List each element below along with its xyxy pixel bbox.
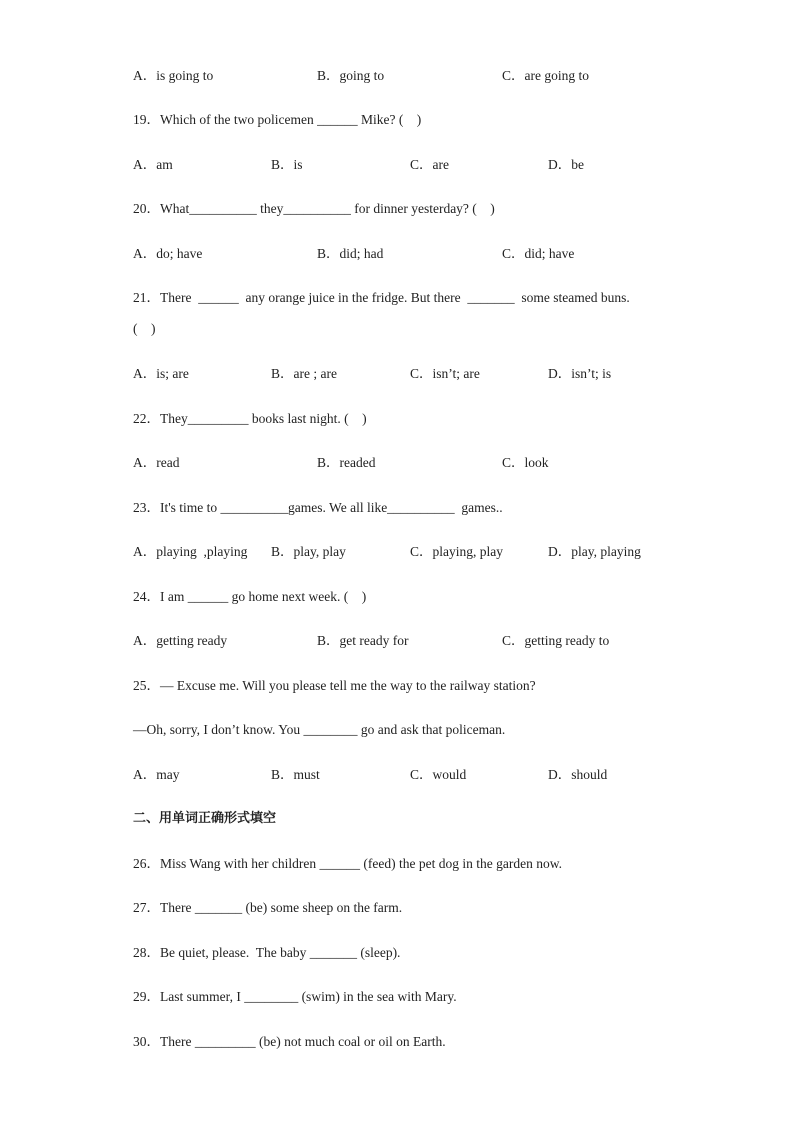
- q27-stem: 27．There _______ (be) some sheep on the farm.: [133, 900, 403, 915]
- q22-option-a: A．read: [133, 455, 180, 470]
- q21-option-c: C．isn’t; are: [410, 366, 480, 381]
- q21-stem-continuation: ( ): [133, 321, 156, 336]
- q25-options: [133, 766, 693, 784]
- q20-options: [133, 245, 693, 263]
- q24-stem: 24．I am ______ go home next week. ( ): [133, 589, 367, 604]
- q21-options: [133, 365, 693, 383]
- q26-stem: 26．Miss Wang with her children ______ (feed) the pet dog in the garden now.: [133, 856, 562, 871]
- q19-option-d: D．be: [548, 157, 584, 172]
- q21-option-b: B．are ; are: [271, 366, 337, 381]
- q30-stem: 30．There _________ (be) not much coal or oil on Earth.: [133, 1034, 446, 1049]
- q21-stem: 21．There ______ any orange juice in the fridge. But there _______ some steamed buns.: [133, 290, 630, 305]
- q24-option-a: A．getting ready: [133, 633, 228, 648]
- q18-option-c: C．are going to: [502, 68, 589, 83]
- q19-option-b: B．is: [271, 157, 303, 172]
- section-heading: 二、用单词正确形式填空: [133, 811, 277, 826]
- q20-option-a: A．do; have: [133, 246, 203, 261]
- q20-option-c: C．did; have: [502, 246, 575, 261]
- q25-option-b: B．must: [271, 767, 320, 782]
- q21-option-a: A．is; are: [133, 366, 189, 381]
- q19-option-c: C．are: [410, 157, 449, 172]
- q24-option-b: B．get ready for: [317, 633, 409, 648]
- q23-option-b: B．play, play: [271, 544, 346, 559]
- q24-options: [133, 632, 693, 650]
- q29-stem: 29．Last summer, I ________ (swim) in the sea with Mary.: [133, 989, 457, 1004]
- q18-option-b: B．going to: [317, 68, 385, 83]
- q22-option-c: C．look: [502, 455, 549, 470]
- q22-stem: 22．They_________ books last night. ( ): [133, 411, 367, 426]
- q23-options: [133, 543, 693, 561]
- q23-option-a: A．playing ,playing: [133, 544, 248, 559]
- q20-option-b: B．did; had: [317, 246, 384, 261]
- q23-option-d: D．play, playing: [548, 544, 641, 559]
- q22-options: [133, 454, 693, 472]
- q19-stem: 19．Which of the two policemen ______ Mike? ( ): [133, 112, 422, 127]
- q24-option-c: C．getting ready to: [502, 633, 610, 648]
- q25-option-c: C．would: [410, 767, 467, 782]
- q21-option-d: D．isn’t; is: [548, 366, 612, 381]
- q19-option-a: A．am: [133, 157, 173, 172]
- q23-stem: 23．It's time to __________games. We all like__________ games..: [133, 500, 503, 515]
- q25-stem-continuation: —Oh, sorry, I don’t know. You ________ go and ask that policeman.: [133, 722, 506, 737]
- q18-option-a: A．is going to: [133, 68, 214, 83]
- q19-options: [133, 156, 693, 174]
- q18-options: [133, 67, 693, 85]
- q25-option-d: D．should: [548, 767, 608, 782]
- q25-stem: 25．— Excuse me. Will you please tell me the way to the railway station?: [133, 678, 536, 693]
- q23-option-c: C．playing, play: [410, 544, 503, 559]
- q28-stem: 28．Be quiet, please. The baby _______ (sleep).: [133, 945, 401, 960]
- q22-option-b: B．readed: [317, 455, 376, 470]
- q20-stem: 20．What__________ they__________ for dinner yesterday? ( ): [133, 201, 495, 216]
- q25-option-a: A．may: [133, 767, 180, 782]
